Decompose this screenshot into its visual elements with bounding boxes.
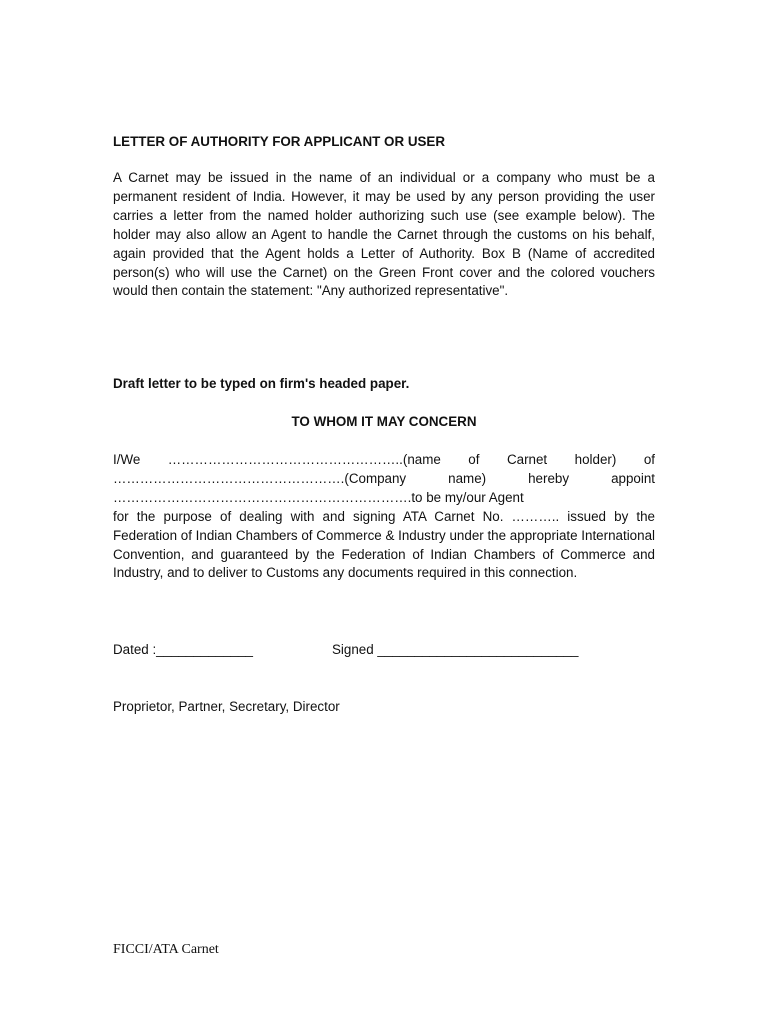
letter-line-holder: I/We ……………………………………………..(name of Carnet holder) of <box>113 452 655 467</box>
letter-paragraph: for the purpose of dealing with and signing ATA Carnet No. ……….. issued by the Federation of Indian Chambers of Commerce & Industry under the appropriate International Convention, and guaranteed by the Federation of Indian Chambers of Commerce and Industry, and to deliver to Customs any documents required in this connection. <box>113 508 655 581</box>
signed-field: Signed ___________________________ <box>332 642 579 657</box>
dated-field: Dated :_____________ <box>113 642 253 657</box>
intro-paragraph: A Carnet may be issued in the name of an individual or a company who must be a permanent resident of India. However, it may be used by any person providing the user carries a letter from the named holder authorizing such use (see example below). The holder may also allow an Agent to handle the Carnet through the customs on his behalf, again provided that the Agent holds a Letter of Authority. Box B (Name of accredited person(s) who will use the Carnet) on the Green Front cover and the colored vouchers would then contain the statement: "Any authorized representative". <box>113 170 655 299</box>
draft-note: Draft letter to be typed on firm's headed paper. <box>113 376 410 391</box>
page-footer: FICCI/ATA Carnet <box>113 942 219 957</box>
letter-line-company: …………………………………………….(Company name) hereby appoint <box>113 470 655 486</box>
signatory-roles: Proprietor, Partner, Secretary, Director <box>113 699 340 714</box>
document-title: LETTER OF AUTHORITY FOR APPLICANT OR USER <box>113 134 446 149</box>
letter-body <box>113 451 655 583</box>
signature-row <box>113 641 655 660</box>
salutation: TO WHOM IT MAY CONCERN <box>291 414 477 429</box>
letter-line-agent: ………………………………………………………….to be my/our Agent <box>113 489 524 505</box>
